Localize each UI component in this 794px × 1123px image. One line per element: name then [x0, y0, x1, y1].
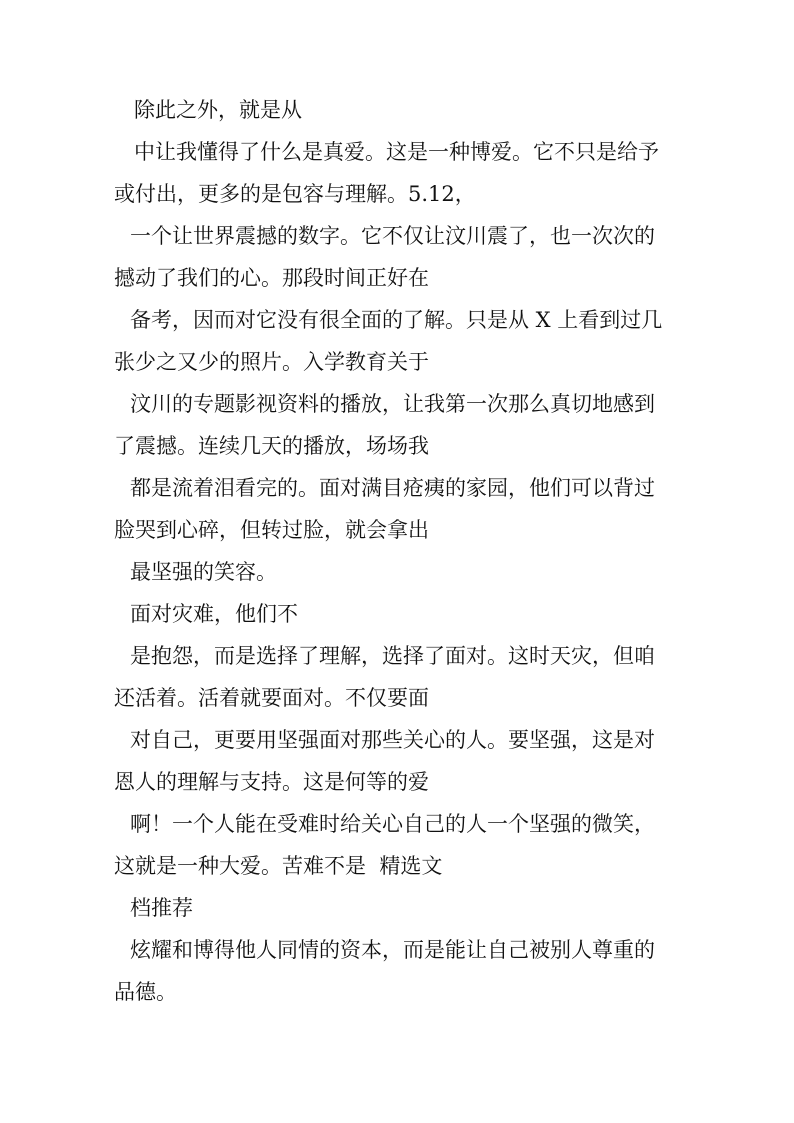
text-line-4: 一个让世界震撼的数字。它不仅让汶川震了，也一次次的 — [130, 224, 655, 248]
text-line-22: 品德。 — [114, 980, 177, 1004]
text-line-20: 档推荐 — [130, 896, 193, 920]
text-line-19: 这就是一种大爱。苦难不是 精选文 — [114, 854, 443, 878]
text-line-8: 汶川的专题影视资料的播放，让我第一次那么真切地感到 — [130, 392, 655, 416]
text-line-21: 炫耀和博得他人同情的资本，而是能让自己被别人尊重的 — [130, 938, 655, 962]
text-line-18: 啊！一个人能在受难时给关心自己的人一个坚强的微笑， — [130, 812, 655, 836]
text-line-7: 张少之又少的照片。入学教育关于 — [114, 350, 429, 374]
text-line-5: 撼动了我们的心。那段时间正好在 — [114, 266, 429, 290]
text-line-1: 除此之外，就是从 — [134, 98, 302, 122]
text-line-15: 还活着。活着就要面对。不仅要面 — [114, 686, 429, 710]
text-line-12: 最坚强的笑容。 — [130, 560, 277, 584]
text-line-14: 是抱怨，而是选择了理解，选择了面对。这时天灾，但咱 — [130, 644, 655, 668]
text-line-11: 脸哭到心碎，但转过脸，就会拿出 — [114, 518, 429, 542]
text-line-17: 恩人的理解与支持。这是何等的爱 — [114, 770, 429, 794]
text-line-6: 备考，因而对它没有很全面的了解。只是从 X 上看到过几 — [130, 308, 663, 332]
text-line-2: 中让我懂得了什么是真爱。这是一种博爱。它不只是给予 — [134, 140, 659, 164]
text-line-16: 对自己，更要用坚强面对那些关心的人。要坚强，这是对 — [130, 728, 655, 752]
text-line-10: 都是流着泪看完的。面对满目疮痍的家园，他们可以背过 — [130, 476, 655, 500]
text-line-9: 了震撼。连续几天的播放，场场我 — [114, 434, 429, 458]
text-line-13: 面对灾难，他们不 — [130, 602, 298, 626]
text-line-3: 或付出，更多的是包容与理解。5.12， — [114, 182, 476, 206]
